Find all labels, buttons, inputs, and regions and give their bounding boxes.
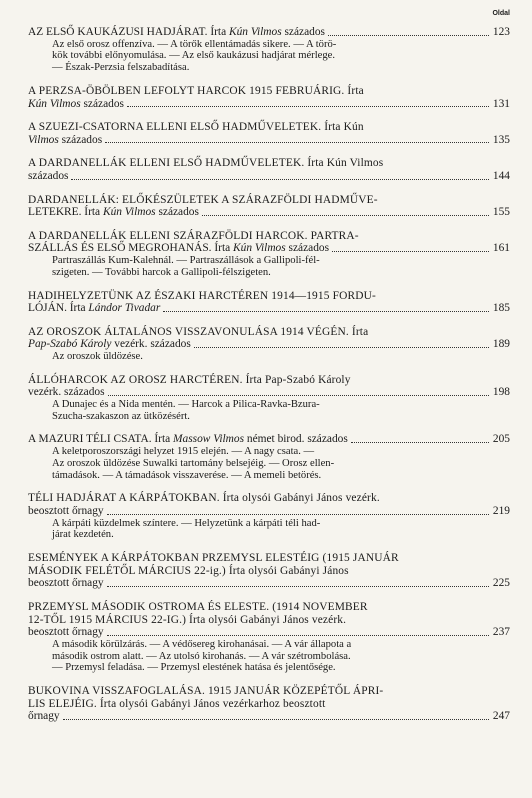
entry-title-text [28, 26, 325, 39]
entry-subtopics-line: Az oroszok üldözése Suwalki tartomány belsejéig. — Orosz ellen- [52, 457, 335, 469]
entry-title-text [28, 433, 348, 446]
toc-entry [28, 492, 510, 541]
toc-entry [28, 194, 510, 219]
page-number: 131 [492, 97, 510, 110]
entry-title-line: A PERZSA-ÖBÖLBEN LEFOLYT HARCOK 1915 FEBRUÁRIG. Írta [28, 84, 364, 97]
entry-title-text [28, 302, 160, 315]
entry-last-line [28, 433, 510, 446]
page-number: 247 [492, 710, 510, 723]
entry-title-fragment: LETEKRE. Írta [28, 206, 103, 219]
entry-title-text [28, 505, 104, 518]
entry-last-line [28, 505, 510, 518]
entry-author: Pap-Szabó Károly [28, 338, 112, 351]
entry-title-line: ÁLLÓHARCOK AZ OROSZ HARCTÉREN. Írta Pap-Szabó Károly [28, 373, 351, 386]
entry-author-rank: százados [80, 97, 124, 110]
entry-subtopics-line: A második körülzárás. — A védősereg kirohanásai. — A vár állapota a [52, 638, 352, 650]
dot-leader [107, 635, 489, 636]
toc-entry [28, 157, 510, 182]
entry-title-line: A DARDANELLÁK ELLENI SZÁRAZFÖLDI HARCOK. PARTRA- [28, 229, 359, 242]
entry-last-line [28, 98, 510, 111]
entry-last-line [28, 626, 510, 639]
entry-last-line [28, 577, 510, 590]
entry-title-text [28, 98, 124, 111]
entry-title-line: LIS ELEJÉIG. Írta olysói Gabányi János vezérkarhoz beosztott [28, 697, 326, 710]
entry-author-rank: százados [281, 26, 325, 38]
page-number: 205 [492, 433, 510, 446]
entry-author-rank: német birod. százados [244, 433, 348, 446]
entry-subtopics-line: A keletporoszországi helyzet 1915 elején. — A nagy csata. — [52, 446, 315, 458]
entry-author: Kún Vilmos [102, 206, 156, 219]
toc-entry [28, 326, 510, 363]
toc-entry [28, 121, 510, 146]
entry-subtopics-line: kök további előnyomulása. — Az első kaukázusi hadjárat mérlege. [52, 50, 336, 62]
entry-title-text [28, 710, 60, 723]
entry-title-fragment: LÓJÁN. Írta [28, 302, 89, 315]
entry-title-fragment: A MAZURI TÉLI CSATA. Írta [28, 433, 174, 446]
page-number: 185 [492, 302, 510, 315]
entry-author-rank: százados [285, 242, 330, 255]
page-number: 225 [492, 577, 510, 590]
entry-title-fragment: százados [28, 169, 69, 182]
entry-subtopics-line: Szucha-szakaszon az ütközésért. [52, 410, 190, 422]
dot-leader [351, 442, 489, 443]
entry-title-text [28, 386, 105, 399]
entry-title-fragment: őrnagy [28, 710, 60, 723]
entry-title-fragment: AZ ELSŐ KAUKÁZUSI HADJÁRAT. Írta [28, 26, 230, 38]
entry-last-line [28, 26, 510, 39]
entry-last-line [28, 134, 510, 147]
entry-title-line: HADIHELYZETÜNK AZ ÉSZAKI HARCTÉREN 1914—1915 FORDU- [28, 289, 376, 302]
toc-entry [28, 26, 510, 74]
entry-title-line: TÉLI HADJÁRAT A KÁRPÁTOKBAN. Írta olysói Gabányi János vezérk. [28, 492, 380, 505]
entry-author: Massow Vilmos [173, 433, 245, 446]
entry-title-line: BUKOVINA VISSZAFOGLALÁSA. 1915 JANUÁR KÖZEPÉTŐL ÁPRI- [28, 685, 384, 698]
toc-entry [28, 85, 510, 110]
entry-subtopics-line: Partraszállás Kum-Kalehnál. — Partraszállások a Gallipoli-fél- [52, 254, 320, 266]
page-number: 219 [492, 505, 510, 518]
entry-title-line: A DARDANELLÁK ELLENI ELSŐ HADMŰVELETEK. Írta Kún Vilmos [28, 157, 384, 170]
dot-leader [163, 311, 489, 312]
toc-entry [28, 601, 510, 674]
entry-title-text [28, 134, 102, 147]
entry-subtopics-line: — Przemysl feladása. — Przemysl elestének hatása és jelentősége. [52, 662, 336, 674]
entry-last-line [28, 170, 510, 183]
entry-title-line: 12-TŐL 1915 MÁRCIUS 22-IG.) Írta olysói Gabányi János vezérk. [28, 613, 347, 626]
toc-entry [28, 290, 510, 315]
dot-leader [105, 142, 489, 143]
page-number: 144 [492, 169, 510, 182]
toc-entry [28, 685, 510, 723]
entry-subtopics-line: Az első orosz offenzíva. — A törők ellentámadás sikere. — A törö- [52, 38, 337, 50]
entry-title-fragment: SZÁLLÁS ÉS ELSŐ MEGROHANÁS. Írta [28, 242, 234, 255]
entry-title-fragment: vezérk. százados [28, 386, 105, 399]
entry-last-line [28, 242, 510, 255]
entry-title-text [28, 242, 329, 255]
page-number: 123 [492, 26, 510, 38]
entry-author-rank: százados [58, 133, 103, 146]
dot-leader [63, 719, 489, 720]
entry-author: Lándor Tivadar [88, 302, 161, 315]
entry-last-line [28, 386, 510, 399]
entry-subtopics-line: Az oroszok üldözése. [52, 350, 143, 362]
entry-title-text [28, 626, 104, 639]
page-number: 161 [492, 242, 510, 255]
entry-last-line [28, 206, 510, 219]
entry-subtopics-line: — Észak-Perzsia felszabadítása. [52, 62, 190, 74]
dot-leader [328, 35, 489, 36]
dot-leader [127, 106, 489, 107]
entry-title-line: ESEMÉNYEK A KÁRPÁTOKBAN PRZEMYSL ELESTÉIG (1915 JANUÁR [28, 552, 399, 565]
entry-title-line: PRZEMYSL MÁSODIK OSTROMA ÉS ELESTE. (1914 NOVEMBER [28, 601, 368, 614]
entry-subtopics-line: A kárpáti küzdelmek színtere. — Helyzetünk a kárpáti téli had- [52, 517, 321, 529]
entry-title-line: DARDANELLÁK: ELŐKÉSZÜLETEK A SZÁRAZFÖLDI HADMŰVE- [28, 193, 378, 206]
entry-title-text [28, 338, 191, 351]
dot-leader [194, 347, 489, 348]
entry-title-fragment: beosztott őrnagy [28, 577, 104, 590]
entry-last-line [28, 338, 510, 351]
entry-title-line: MÁSODIK FELÉTŐL MÁRCIUS 22-ig.) Írta olysói Gabányi János [28, 564, 349, 577]
page-number: 155 [492, 206, 510, 219]
toc-entry [28, 374, 510, 423]
entry-author-rank: százados [155, 206, 199, 219]
entry-title-fragment: beosztott őrnagy [28, 626, 104, 639]
entry-title-text [28, 577, 104, 590]
entry-author-rank: vezérk. százados [111, 338, 191, 351]
page-number: 189 [492, 338, 510, 351]
dot-leader [332, 251, 489, 252]
entry-subtopics-line: második ostrom alatt. — Az utolsó kirohanás. — A vár szétrombolása. [52, 650, 351, 662]
page-column-label: Oldal [492, 10, 510, 17]
dot-leader [71, 179, 489, 180]
dot-leader [107, 586, 489, 587]
entry-subtopics-line: járat kezdetén. [52, 529, 114, 541]
toc-entry [28, 230, 510, 279]
entry-subtopics-line: szigeten. — További harcok a Gallipoli-félszigeten. [52, 266, 271, 278]
entry-title-line: A SZUEZI-CSATORNA ELLENI ELSŐ HADMŰVELETEK. Írta Kún [28, 121, 364, 134]
table-of-contents [28, 26, 510, 723]
dot-leader [202, 215, 489, 216]
dot-leader [107, 514, 489, 515]
entry-author: Kún Vilmos [233, 242, 286, 255]
page-number: 135 [492, 133, 510, 146]
entry-title-line: AZ OROSZOK ÁLTALÁNOS VISSZAVONULÁSA 1914 VÉGÉN. Írta [28, 325, 369, 338]
entry-subtopics-line: A Dunajec és a Nida mentén. — Harcok a Pilica-Ravka-Bzura- [52, 398, 320, 410]
entry-subtopics-line: támadások. — A támadások visszaverése. — A memeli betörés. [52, 469, 322, 481]
page-number: 198 [492, 386, 510, 399]
entry-author: Kún Vilmos [229, 26, 282, 38]
entry-title-fragment: beosztott őrnagy [28, 505, 104, 518]
entry-last-line [28, 302, 510, 315]
entry-title-text [28, 170, 68, 183]
entry-last-line [28, 710, 510, 723]
page-number: 237 [492, 626, 510, 639]
entry-author: Vilmos [28, 133, 59, 146]
dot-leader [108, 395, 489, 396]
toc-entry [28, 433, 510, 481]
entry-title-text [28, 206, 199, 219]
entry-author: Kún Vilmos [28, 97, 81, 110]
toc-entry [28, 552, 510, 590]
